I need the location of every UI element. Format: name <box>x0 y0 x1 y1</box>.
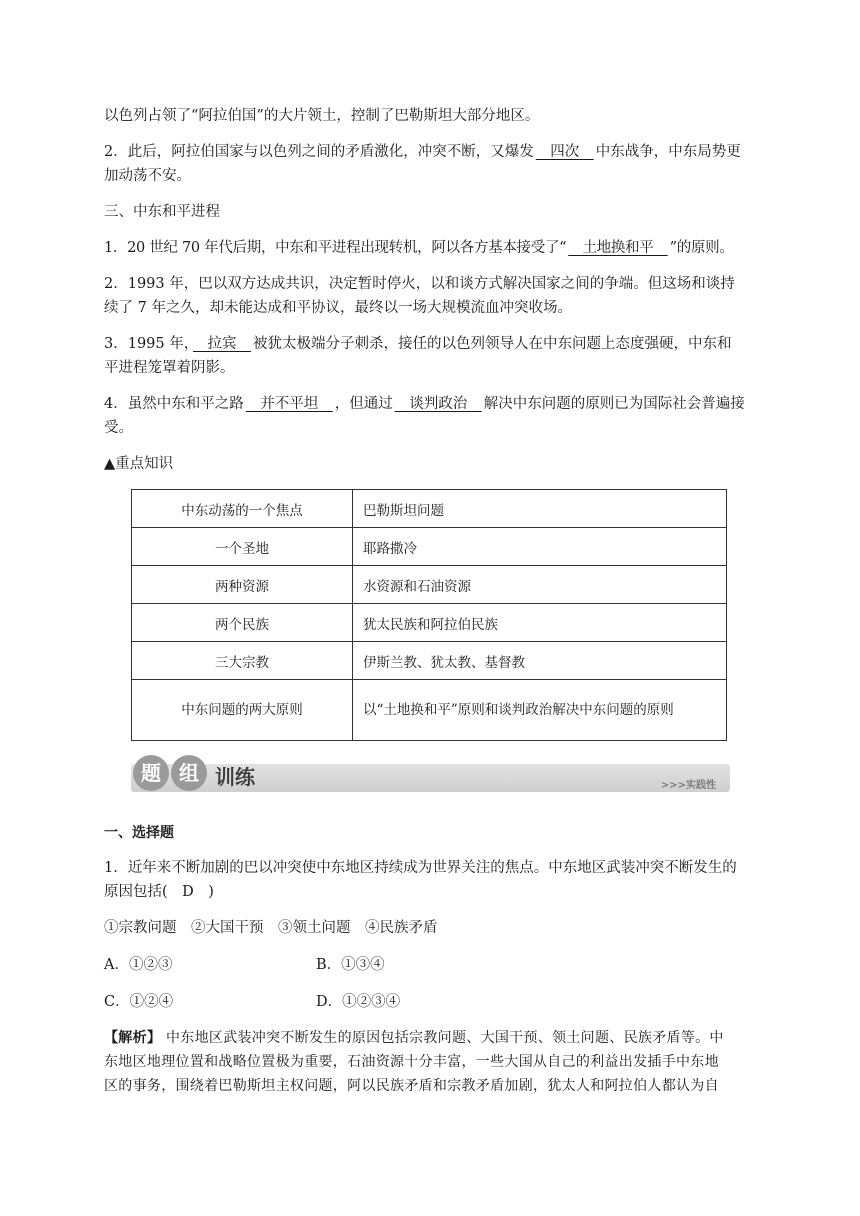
analysis-text: 中东地区武装冲突不断发生的原因包括宗教问题、大国干预、领土问题、民族矛盾等。中 <box>165 1030 724 1046</box>
item4-blank-answer-1: 并不平坦 <box>245 396 333 412</box>
analysis-line1 <box>104 1026 759 1050</box>
table-row <box>132 490 727 528</box>
item4-text-pre: 4．虽然中东和平之路 <box>104 396 244 412</box>
table-cell-value: 耶路撒冷 <box>353 528 727 566</box>
section3-heading: 三、中东和平进程 <box>104 204 220 220</box>
table-cell-value: 伊斯兰教、犹太教、基督教 <box>353 642 727 680</box>
section2-item2-line2: 加动荡不安。 <box>104 168 191 184</box>
table-row <box>132 604 727 642</box>
item2-blank-answer: 四次 <box>535 144 594 160</box>
item1-text-post: ”的原则。 <box>669 240 734 256</box>
option-b: B．①③④ <box>316 957 385 973</box>
analysis-label: 【解析】 <box>104 1030 162 1046</box>
option-d: D．①②③④ <box>316 994 401 1010</box>
item4-text-post: 解决中东问题的原则已为国际社会普遍接 <box>483 396 745 412</box>
table-row <box>132 642 727 680</box>
table-cell-value: 巴勒斯坦问题 <box>353 490 727 528</box>
table-cell-value: 犹太民族和阿拉伯民族 <box>353 604 727 642</box>
item2-text-pre: 2．此后，阿拉伯国家与以色列之间的矛盾激化，冲突不断，又爆发 <box>104 144 534 160</box>
banner-badge-1: 题 <box>133 755 169 791</box>
section2-paragraph-continuation: 以色列占领了“阿拉伯国”的大片领土，控制了巴勒斯坦大部分地区。 <box>104 108 540 124</box>
key-points-table <box>131 489 727 741</box>
section3-item4 <box>104 392 759 416</box>
section3-item2-line1: 2．1993 年，巴以双方达成共识，决定暂时停火，以和谈方式解决国家之间的争端。但这场和谈持 <box>104 276 735 292</box>
table-cell-label: 一个圣地 <box>132 528 353 566</box>
section2-item2 <box>104 140 759 164</box>
table-cell-label: 中东动荡的一个焦点 <box>132 490 353 528</box>
section3-item4-line2: 受。 <box>104 420 133 436</box>
item3-text-pre: 3．1995 年， <box>104 336 191 352</box>
banner-badge-2: 组 <box>171 755 207 791</box>
item3-text-post: 被犹太极端分子刺杀，接任的以色列领导人在中东问题上态度强硬，中东和 <box>253 336 732 352</box>
table-row <box>132 566 727 604</box>
question-1-line2: 原因包括( D ) <box>104 884 214 900</box>
item1-text-pre: 1．20 世纪 70 年代后期，中东和平进程出现转机，阿以各方基本接受了“ <box>104 240 567 256</box>
table-cell-label: 两个民族 <box>132 604 353 642</box>
table-cell-label: 两种资源 <box>132 566 353 604</box>
question-1-items: ①宗教问题 ②大国干预 ③领土问题 ④民族矛盾 <box>104 920 438 936</box>
key-points-heading: ▲重点知识 <box>104 456 174 472</box>
section-banner <box>131 752 730 794</box>
item4-text-mid: ，但通过 <box>334 396 393 412</box>
item1-blank-answer: 土地换和平 <box>568 240 668 256</box>
analysis-line3: 区的事务，围绕着巴勒斯坦主权问题，阿以民族矛盾和宗教矛盾加剧，犹太人和阿拉伯人都认为自 <box>104 1078 719 1094</box>
table-cell-value: 水资源和石油资源 <box>353 566 727 604</box>
item2-text-post: 中东战争，中东局势更 <box>595 144 741 160</box>
item3-blank-answer: 拉宾 <box>193 336 251 352</box>
option-c: C．①②④ <box>104 994 174 1010</box>
exercises-heading: 一、选择题 <box>104 825 174 841</box>
banner-tag: >>>实践性 <box>660 780 716 791</box>
item4-blank-answer-2: 谈判政治 <box>394 396 482 412</box>
table-row <box>132 528 727 566</box>
section3-item3-line2: 平进程笼罩着阴影。 <box>104 360 235 376</box>
table-cell-label: 中东问题的两大原则 <box>132 680 353 741</box>
question-1-line1: 1．近年来不断加剧的巴以冲突使中东地区持续成为世界关注的焦点。中东地区武装冲突不断发生的 <box>104 860 737 876</box>
table-cell-label: 三大宗教 <box>132 642 353 680</box>
table-cell-value: 以“土地换和平”原则和谈判政治解决中东问题的原则 <box>353 680 727 741</box>
option-a: A．①②③ <box>104 957 173 973</box>
analysis-line2: 东地区地理位置和战略位置极为重要，石油资源十分丰富，一些大国从自己的利益出发插手中东地 <box>104 1054 719 1070</box>
section3-item3 <box>104 332 759 356</box>
banner-title: 训练 <box>215 765 255 789</box>
section3-item1 <box>104 236 759 260</box>
table-row <box>132 680 727 741</box>
section3-item2-line2: 续了 7 年之久，却未能达成和平协议，最终以一场大规模流血冲突收场。 <box>104 300 572 316</box>
